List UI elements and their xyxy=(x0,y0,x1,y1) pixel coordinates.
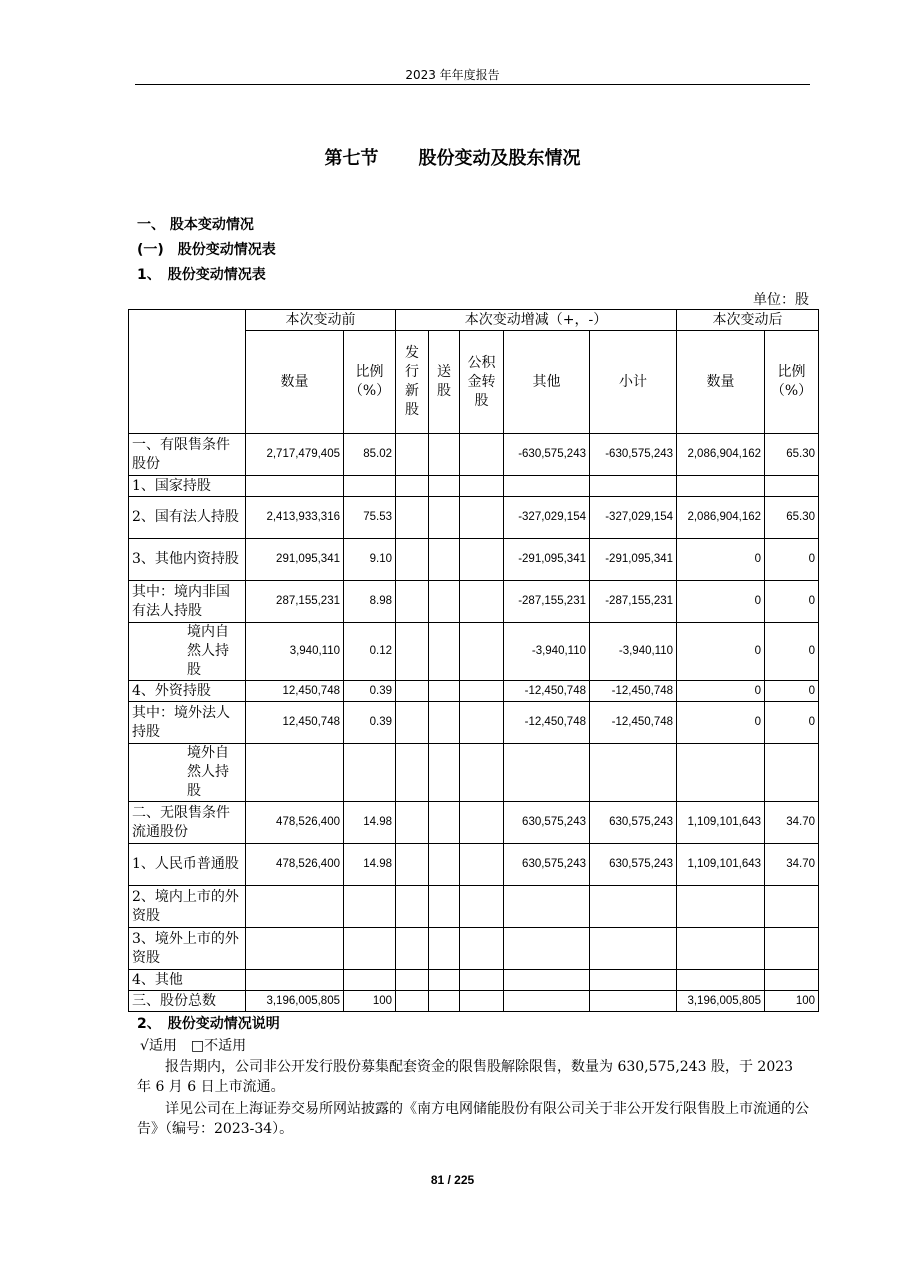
group-header-change: 本次变动增减（+，-） xyxy=(396,310,677,331)
header-other: 其他 xyxy=(504,331,590,434)
row-label: 3、境外上市的外资股 xyxy=(129,928,246,970)
cell-before-ratio: 75.53 xyxy=(344,497,396,539)
cell-reserve xyxy=(460,886,504,928)
cell-before-qty xyxy=(246,970,344,991)
cell-after-qty: 1,109,101,643 xyxy=(677,802,765,844)
cell-new-issue xyxy=(396,581,429,623)
group-header-before: 本次变动前 xyxy=(246,310,396,331)
cell-new-issue xyxy=(396,497,429,539)
cell-other xyxy=(504,928,590,970)
cell-other: 630,575,243 xyxy=(504,844,590,886)
cell-new-issue xyxy=(396,434,429,476)
table-row xyxy=(129,744,819,802)
page-number: 81 / 225 xyxy=(430,1173,475,1187)
cell-after-ratio: 0 xyxy=(765,581,819,623)
cell-other: -327,029,154 xyxy=(504,497,590,539)
cell-after-qty: 1,109,101,643 xyxy=(677,844,765,886)
cell-after-qty: 0 xyxy=(677,623,765,681)
cell-subtotal: -291,095,341 xyxy=(590,539,677,581)
row-label: 4、外资持股 xyxy=(129,681,246,702)
cell-before-ratio: 85.02 xyxy=(344,434,396,476)
cell-before-qty: 12,450,748 xyxy=(246,702,344,744)
unit-label: 单位：股 xyxy=(753,292,809,308)
cell-before-ratio: 14.98 xyxy=(344,802,396,844)
cell-before-qty: 2,717,479,405 xyxy=(246,434,344,476)
cell-before-qty xyxy=(246,476,344,497)
applicability-option: √适用 □不适用 xyxy=(140,1038,247,1054)
cell-after-qty xyxy=(677,476,765,497)
cell-bonus xyxy=(429,970,460,991)
header-after-ratio: 比例（%） xyxy=(765,331,819,434)
heading-level-2: (一) 股份变动情况表 xyxy=(137,242,276,258)
cell-bonus xyxy=(429,476,460,497)
cell-after-ratio: 65.30 xyxy=(765,434,819,476)
cell-other xyxy=(504,744,590,802)
cell-subtotal xyxy=(590,886,677,928)
row-label: 三、股份总数 xyxy=(129,991,246,1012)
cell-after-ratio xyxy=(765,928,819,970)
table-row xyxy=(129,497,819,539)
table-row xyxy=(129,970,819,991)
cell-reserve xyxy=(460,744,504,802)
cell-new-issue xyxy=(396,539,429,581)
table-row xyxy=(129,581,819,623)
cell-other: 630,575,243 xyxy=(504,802,590,844)
cell-before-ratio: 0.39 xyxy=(344,681,396,702)
header-subtotal: 小计 xyxy=(590,331,677,434)
cell-bonus xyxy=(429,886,460,928)
cell-before-qty: 3,196,005,805 xyxy=(246,991,344,1012)
cell-other: -3,940,110 xyxy=(504,623,590,681)
cell-before-qty: 2,413,933,316 xyxy=(246,497,344,539)
cell-other xyxy=(504,970,590,991)
table-body xyxy=(129,434,819,1012)
cell-bonus xyxy=(429,928,460,970)
cell-new-issue xyxy=(396,886,429,928)
table-row xyxy=(129,681,819,702)
cell-new-issue xyxy=(396,744,429,802)
cell-other xyxy=(504,991,590,1012)
cell-before-ratio xyxy=(344,928,396,970)
cell-before-ratio: 14.98 xyxy=(344,844,396,886)
cell-after-ratio: 100 xyxy=(765,991,819,1012)
cell-after-qty xyxy=(677,886,765,928)
group-header-after: 本次变动后 xyxy=(677,310,819,331)
heading-level-1: 一、 股本变动情况 xyxy=(137,217,254,233)
cell-bonus xyxy=(429,497,460,539)
cell-after-ratio: 0 xyxy=(765,681,819,702)
cell-reserve xyxy=(460,623,504,681)
cell-reserve xyxy=(460,497,504,539)
cell-bonus xyxy=(429,844,460,886)
table-row xyxy=(129,844,819,886)
cell-other xyxy=(504,476,590,497)
cell-subtotal xyxy=(590,928,677,970)
table-row xyxy=(129,886,819,928)
cell-subtotal xyxy=(590,970,677,991)
explanation-paragraph-2: 详见公司在上海证券交易所网站披露的《南方电网储能股份有限公司关于非公开发行限售股上市流通的公告》（编号：2023-34）。 xyxy=(137,1101,809,1137)
cell-after-qty: 0 xyxy=(677,539,765,581)
cell-subtotal: -327,029,154 xyxy=(590,497,677,539)
cell-after-qty: 2,086,904,162 xyxy=(677,434,765,476)
cell-after-qty: 0 xyxy=(677,702,765,744)
cell-other: -287,155,231 xyxy=(504,581,590,623)
cell-after-ratio: 0 xyxy=(765,702,819,744)
table-row xyxy=(129,802,819,844)
cell-other: -12,450,748 xyxy=(504,702,590,744)
row-label: 1、人民币普通股 xyxy=(129,844,246,886)
cell-before-ratio xyxy=(344,886,396,928)
cell-before-ratio: 8.98 xyxy=(344,581,396,623)
cell-after-ratio xyxy=(765,970,819,991)
row-label: 一、有限售条件股份 xyxy=(129,434,246,476)
table-row xyxy=(129,623,819,681)
cell-reserve xyxy=(460,476,504,497)
cell-before-qty: 12,450,748 xyxy=(246,681,344,702)
explanation-heading: 2、 股份变动情况说明 xyxy=(137,1016,280,1032)
cell-bonus xyxy=(429,744,460,802)
cell-reserve xyxy=(460,681,504,702)
header-new-issue: 发行新股 xyxy=(396,331,429,434)
cell-before-ratio xyxy=(344,744,396,802)
cell-before-qty: 3,940,110 xyxy=(246,623,344,681)
table-row xyxy=(129,434,819,476)
cell-before-ratio: 0.39 xyxy=(344,702,396,744)
cell-subtotal xyxy=(590,744,677,802)
cell-bonus xyxy=(429,991,460,1012)
cell-after-qty: 0 xyxy=(677,681,765,702)
cell-before-qty xyxy=(246,886,344,928)
cell-new-issue xyxy=(396,970,429,991)
cell-after-ratio: 34.70 xyxy=(765,844,819,886)
cell-before-ratio: 100 xyxy=(344,991,396,1012)
row-label: 其中：境内非国有法人持股 xyxy=(129,581,246,623)
cell-subtotal xyxy=(590,991,677,1012)
cell-new-issue xyxy=(396,702,429,744)
row-label: 2、国有法人持股 xyxy=(129,497,246,539)
cell-reserve xyxy=(460,434,504,476)
cell-before-qty xyxy=(246,928,344,970)
cell-after-ratio xyxy=(765,744,819,802)
cell-bonus xyxy=(429,681,460,702)
header-bonus: 送股 xyxy=(429,331,460,434)
cell-subtotal: -3,940,110 xyxy=(590,623,677,681)
cell-reserve xyxy=(460,970,504,991)
cell-after-qty: 3,196,005,805 xyxy=(677,991,765,1012)
cell-bonus xyxy=(429,802,460,844)
cell-subtotal: -287,155,231 xyxy=(590,581,677,623)
cell-subtotal: -630,575,243 xyxy=(590,434,677,476)
cell-new-issue xyxy=(396,623,429,681)
cell-other xyxy=(504,886,590,928)
cell-bonus xyxy=(429,539,460,581)
header-rule xyxy=(135,84,810,85)
cell-reserve xyxy=(460,802,504,844)
cell-after-qty xyxy=(677,744,765,802)
cell-new-issue xyxy=(396,681,429,702)
cell-bonus xyxy=(429,702,460,744)
row-label: 其中：境外法人持股 xyxy=(129,702,246,744)
cell-after-qty: 2,086,904,162 xyxy=(677,497,765,539)
cell-other: -630,575,243 xyxy=(504,434,590,476)
cell-other: -291,095,341 xyxy=(504,539,590,581)
cell-bonus xyxy=(429,623,460,681)
cell-before-qty: 478,526,400 xyxy=(246,844,344,886)
cell-after-ratio: 34.70 xyxy=(765,802,819,844)
cell-subtotal: 630,575,243 xyxy=(590,844,677,886)
cell-new-issue xyxy=(396,928,429,970)
heading-level-3: 1、 股份变动情况表 xyxy=(137,267,266,283)
cell-bonus xyxy=(429,434,460,476)
report-header-title: 2023 年年度报告 xyxy=(405,68,500,82)
row-label: 二、无限售条件流通股份 xyxy=(129,802,246,844)
cell-new-issue xyxy=(396,476,429,497)
row-label: 4、其他 xyxy=(129,970,246,991)
cell-after-qty xyxy=(677,970,765,991)
cell-after-ratio: 0 xyxy=(765,623,819,681)
section-title xyxy=(0,144,905,170)
cell-subtotal xyxy=(590,476,677,497)
header-reserve: 公积金转股 xyxy=(460,331,504,434)
row-label: 境内自然人持股 xyxy=(129,623,246,681)
row-label: 1、国家持股 xyxy=(129,476,246,497)
explanation-paragraph-1: 报告期内，公司非公开发行股份募集配套资金的限售股解除限售，数量为 630,575,243 股，于 2023 年 6 月 6 日上市流通。 xyxy=(137,1059,794,1095)
table-row xyxy=(129,928,819,970)
section-name: 股份变动及股东情况 xyxy=(418,148,581,169)
cell-before-qty: 291,095,341 xyxy=(246,539,344,581)
section-number: 第七节 xyxy=(324,148,379,169)
cell-before-ratio xyxy=(344,476,396,497)
cell-subtotal: 630,575,243 xyxy=(590,802,677,844)
cell-new-issue xyxy=(396,802,429,844)
cell-after-ratio xyxy=(765,886,819,928)
header-blank xyxy=(129,310,246,434)
cell-new-issue xyxy=(396,844,429,886)
cell-subtotal: -12,450,748 xyxy=(590,702,677,744)
cell-before-qty xyxy=(246,744,344,802)
row-label: 境外自然人持股 xyxy=(129,744,246,802)
cell-subtotal: -12,450,748 xyxy=(590,681,677,702)
table-row xyxy=(129,702,819,744)
share-change-table xyxy=(128,309,819,1012)
cell-after-ratio xyxy=(765,476,819,497)
cell-reserve xyxy=(460,991,504,1012)
cell-after-ratio: 0 xyxy=(765,539,819,581)
table-row xyxy=(129,991,819,1012)
cell-reserve xyxy=(460,539,504,581)
header-before-ratio: 比例（%） xyxy=(344,331,396,434)
cell-other: -12,450,748 xyxy=(504,681,590,702)
cell-before-qty: 287,155,231 xyxy=(246,581,344,623)
cell-reserve xyxy=(460,702,504,744)
cell-reserve xyxy=(460,844,504,886)
cell-before-ratio xyxy=(344,970,396,991)
cell-before-ratio: 9.10 xyxy=(344,539,396,581)
cell-after-qty xyxy=(677,928,765,970)
cell-after-qty: 0 xyxy=(677,581,765,623)
cell-before-qty: 478,526,400 xyxy=(246,802,344,844)
row-label: 2、境内上市的外资股 xyxy=(129,886,246,928)
header-before-qty: 数量 xyxy=(246,331,344,434)
cell-reserve xyxy=(460,581,504,623)
header-after-qty: 数量 xyxy=(677,331,765,434)
table-row xyxy=(129,476,819,497)
cell-before-ratio: 0.12 xyxy=(344,623,396,681)
cell-new-issue xyxy=(396,991,429,1012)
cell-bonus xyxy=(429,581,460,623)
table-row xyxy=(129,539,819,581)
row-label: 3、其他内资持股 xyxy=(129,539,246,581)
cell-reserve xyxy=(460,928,504,970)
group-header-row xyxy=(129,310,819,331)
cell-after-ratio: 65.30 xyxy=(765,497,819,539)
